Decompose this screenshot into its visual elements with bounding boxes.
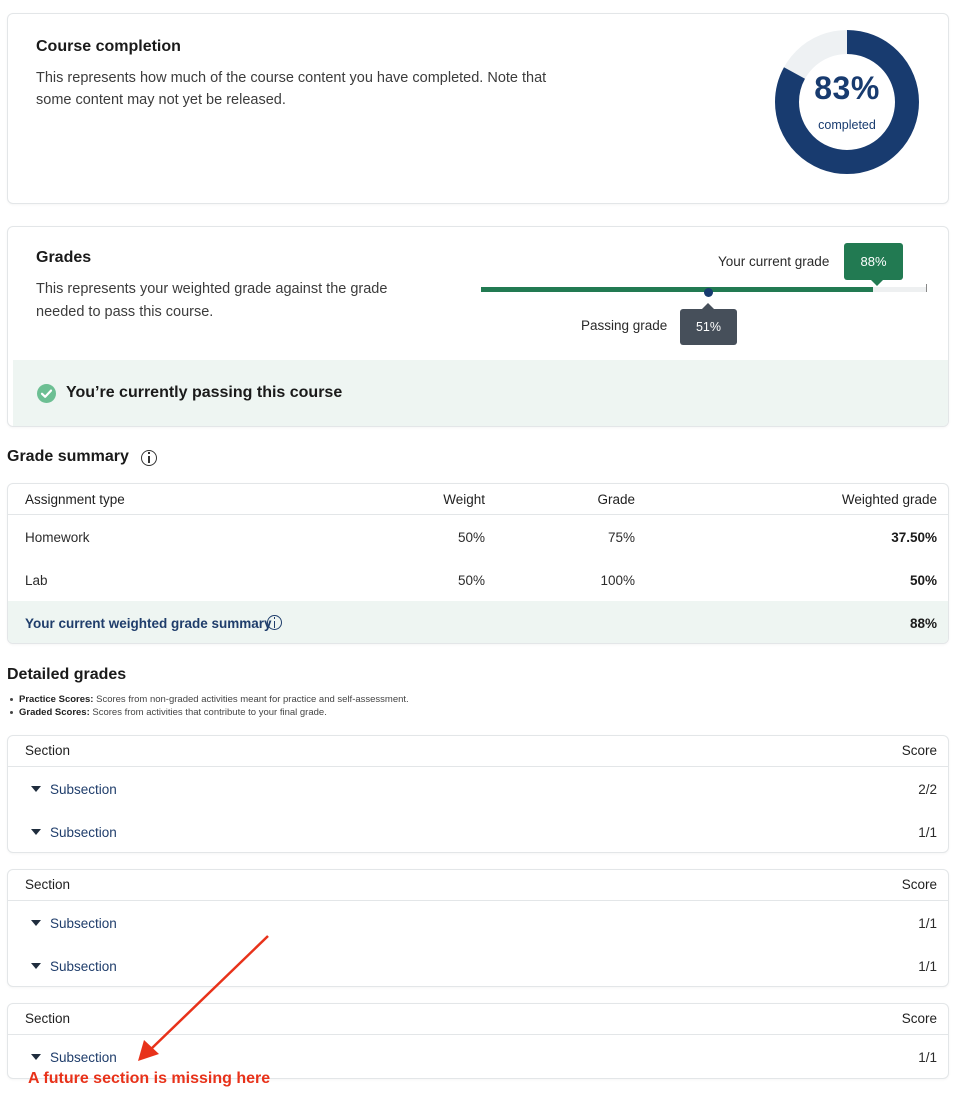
passing-grade-tooltip: 51%	[680, 309, 737, 345]
header-grade: Grade	[597, 492, 635, 507]
subsection-name[interactable]: Subsection	[50, 1050, 117, 1065]
caret-down-icon[interactable]	[31, 920, 41, 926]
score-header: Score	[901, 877, 937, 892]
grades-description: This represents your weighted grade against the grade needed to pass this course.	[36, 281, 388, 320]
completion-label: completed	[818, 118, 876, 132]
legend-text: Scores from non-graded activities meant for practice and self-assessment.	[96, 694, 409, 705]
header-weight: Weight	[443, 492, 485, 507]
header-weighted-grade: Weighted grade	[841, 492, 937, 507]
assignment-type-cell: Lab	[25, 573, 48, 588]
grade-summary-header-row	[8, 484, 948, 515]
info-icon[interactable]	[141, 450, 157, 466]
grade-summary-table	[7, 483, 949, 644]
subsection-name[interactable]: Subsection	[50, 959, 117, 974]
current-grade-label: Your current grade	[718, 254, 830, 269]
passing-status-text: You’re currently passing this course	[66, 384, 343, 401]
current-grade-tooltip: 88%	[844, 243, 903, 280]
subsection-name[interactable]: Subsection	[50, 825, 117, 840]
score-header: Score	[901, 1011, 937, 1026]
section-card	[7, 1003, 949, 1079]
grade-bar-end-tick	[926, 284, 927, 292]
grade-cell: 75%	[607, 530, 635, 545]
grades-card	[7, 226, 949, 427]
legend-practice-scores	[10, 694, 409, 705]
legend-graded-scores	[10, 707, 327, 718]
section-card	[7, 869, 949, 987]
score-header: Score	[901, 743, 937, 758]
legend-term: Practice Scores:	[19, 694, 94, 705]
passing-status-banner	[13, 360, 949, 427]
course-completion-title: Course completion	[36, 38, 181, 55]
legend-text: Scores from activities that contribute to your final grade.	[92, 707, 327, 718]
subsection-score: 2/2	[918, 782, 937, 797]
detailed-grades-title: Detailed grades	[7, 666, 127, 683]
subsection-score: 1/1	[918, 959, 937, 974]
caret-down-icon[interactable]	[31, 1054, 41, 1060]
check-circle-icon	[37, 384, 56, 403]
weighted-grade-summary-value: 88%	[909, 616, 937, 631]
legend-term: Graded Scores:	[19, 707, 90, 718]
course-completion-description: This represents how much of the course content you have completed. Note that some content may not yet be released.	[36, 70, 547, 108]
weight-cell: 50%	[457, 573, 485, 588]
completion-donut-chart	[773, 28, 921, 176]
assignment-type-cell: Homework	[25, 530, 90, 545]
header-assignment-type: Assignment type	[25, 492, 125, 507]
course-completion-card	[7, 13, 949, 204]
passing-grade-marker	[704, 288, 713, 297]
section-header-row	[8, 1004, 948, 1035]
annotation-text: A future section is missing here	[28, 1070, 271, 1087]
section-header-row	[8, 736, 948, 767]
subsection-score: 1/1	[918, 1050, 937, 1065]
weight-cell: 50%	[457, 530, 485, 545]
subsection-name[interactable]: Subsection	[50, 916, 117, 931]
section-header: Section	[25, 1011, 71, 1026]
weighted-grade-cell: 37.50%	[891, 530, 937, 545]
caret-down-icon[interactable]	[31, 829, 41, 835]
grade-bar-fill	[481, 287, 873, 292]
caret-down-icon[interactable]	[31, 786, 41, 792]
caret-down-icon[interactable]	[31, 963, 41, 969]
section-header-row	[8, 870, 948, 901]
info-icon[interactable]	[267, 615, 282, 630]
weighted-grade-cell: 50%	[909, 573, 937, 588]
weighted-grade-summary-label: Your current weighted grade summary	[25, 616, 272, 631]
passing-grade-label: Passing grade	[581, 318, 668, 333]
section-header: Section	[25, 743, 71, 758]
grade-cell: 100%	[600, 573, 635, 588]
section-card	[7, 735, 949, 853]
grades-title: Grades	[36, 249, 92, 266]
section-header: Section	[25, 877, 71, 892]
subsection-score: 1/1	[918, 916, 937, 931]
subsection-score: 1/1	[918, 825, 937, 840]
grade-summary-title: Grade summary	[7, 448, 129, 465]
weighted-grade-summary-row	[8, 601, 948, 644]
completion-percent: 83%	[814, 70, 880, 106]
subsection-name[interactable]: Subsection	[50, 782, 117, 797]
